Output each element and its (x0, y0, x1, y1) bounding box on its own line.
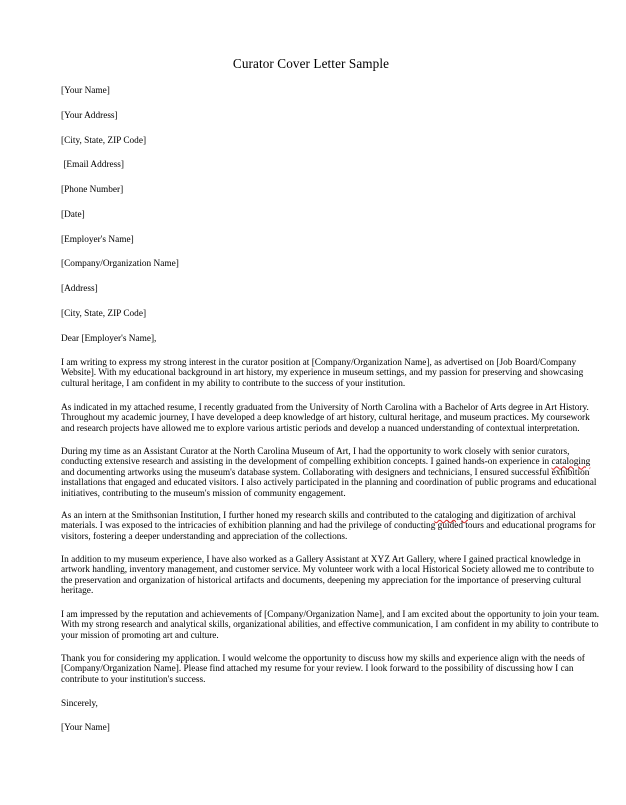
signature-name: [Your Name] (61, 723, 110, 733)
paragraph-line: visitors, fostering a deeper understanding and appreciation of the collections. (61, 531, 348, 542)
company-name: [Company/Organization Name] (61, 259, 179, 269)
body-paragraph-6 (61, 610, 600, 641)
salutation: Dear [Employer's Name], (61, 334, 157, 344)
paragraph-line: the preservation and organization of historical artifacts and documents, deepening my appreciation for the importance of preserving cultural (61, 575, 582, 586)
paragraph-line: As an intern at the Smithsonian Institution, I further honed my research skills and contributed to the cataloging and digitization of archival (61, 511, 576, 521)
body-paragraph-4 (61, 511, 596, 542)
body-paragraph-3 (61, 447, 597, 499)
sender-address: [Your Address] (61, 111, 118, 121)
paragraph-line: During my time as an Assistant Curator at the North Carolina Museum of Art, I had the opportunity to work closely with senior curators, (61, 447, 570, 457)
paragraph-line: your mission of promoting art and culture. (61, 630, 219, 641)
paragraph-line: As indicated in my attached resume, I recently graduated from the University of North Carolina with a Bachelor of Arts degree in Art History. (61, 403, 589, 413)
paragraph-line: and research projects have allowed me to explore various artistic periods and develop a nuanced understanding of contextual interpretation. (61, 423, 580, 434)
sender-phone: [Phone Number] (61, 185, 124, 195)
letter-date: [Date] (61, 210, 85, 220)
body-paragraph-2 (61, 403, 590, 434)
paragraph-line: heritage. (61, 586, 94, 597)
body-paragraph-1 (61, 358, 584, 389)
paragraph-line: I am writing to express my strong interest in the curator position at [Company/Organization Name], as advertised on [Job Board/Company (61, 358, 577, 368)
body-paragraph-5 (61, 555, 594, 597)
sender-name: [Your Name] (61, 86, 110, 96)
sender-city-state-zip: [City, State, ZIP Code] (61, 136, 147, 146)
spellcheck-flag: cataloging (551, 457, 591, 468)
paragraph-line: artwork handling, inventory management, and customer service. My volunteer work with a local Historical Society allowed me to contribute to (61, 565, 594, 576)
document-title: Curator Cover Letter Sample (232, 56, 390, 71)
paragraph-line: cultural heritage, I am confident in my ability to contribute to the success of your institution. (61, 378, 406, 389)
body-paragraph-7 (61, 654, 585, 685)
paragraph-line: and documenting artworks using the museum's database system. Collaborating with designers and technicians, I ensured successful exhibition (61, 467, 590, 478)
sender-email: [Email Address] (61, 160, 124, 170)
paragraph-line: Thank you for considering my application. I would welcome the opportunity to discuss how my skills and experience align with the needs of (61, 654, 585, 664)
paragraph-line: Throughout my academic journey, I have developed a deep knowledge of art history, cultural heritage, and museum practices. My coursework (61, 413, 590, 424)
paragraph-line: contribute to your institution's success. (61, 674, 206, 685)
paragraph-line: With my strong research and analytical skills, organizational abilities, and effective communication, I am confident in my ability to contribute to (61, 620, 599, 631)
employer-name: [Employer's Name] (61, 235, 134, 245)
spellcheck-flag: cataloging (434, 511, 474, 521)
paragraph-line: [Company/Organization Name]. Please find attached my resume for your review. I look forward to the possibility of discussing how I can (61, 664, 574, 675)
paragraph-line: installations that engaged and educated visitors. I also actively participated in the planning and coordination of public programs and educational (61, 478, 597, 489)
paragraph-line: I am impressed by the reputation and achievements of [Company/Organization Name], and I am excited about the opportunity to join your team. (61, 610, 600, 620)
paragraph-line: materials. I was exposed to the intricacies of exhibition planning and had the privilege of conducting guided tours and educational programs for (61, 521, 596, 532)
company-city-state-zip: [City, State, ZIP Code] (61, 309, 147, 319)
paragraph-line: Website]. With my educational background in art history, my experience in museum settings, and my passion for preserving and showcasing (61, 368, 584, 379)
paragraph-line: In addition to my museum experience, I have also worked as a Gallery Assistant at XYZ Art Gallery, where I gained practical knowledge in (61, 555, 581, 565)
paragraph-line: initiatives, contributing to the museum's mission of community engagement. (61, 488, 346, 499)
paragraph-line: conducting extensive research and assisting in the development of compelling exhibition concepts. I gained hands-on experience in cataloging (61, 457, 591, 468)
closing: Sincerely, (61, 699, 98, 709)
company-address: [Address] (61, 284, 98, 294)
